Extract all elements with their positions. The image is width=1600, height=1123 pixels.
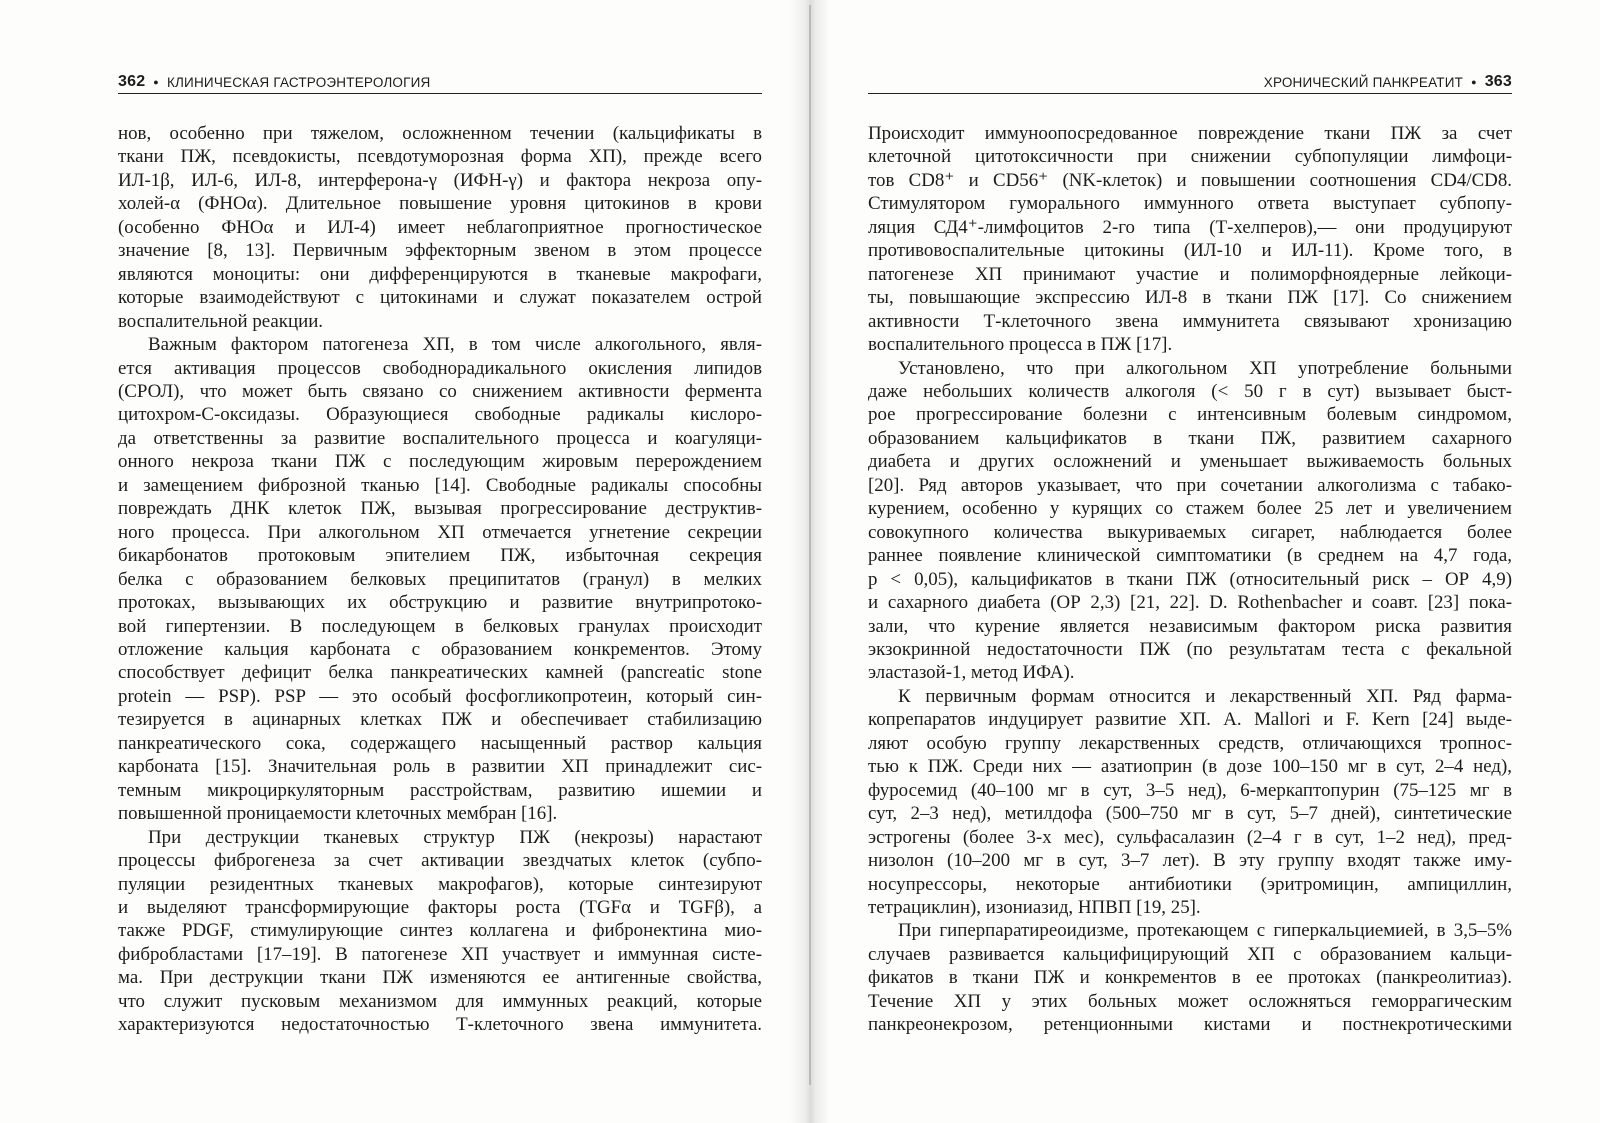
text-line: панкреонекрозом, ретенционными кистами и постнекротическими xyxy=(868,1014,1512,1036)
text-line: что служит пусковым механизмом для иммунных реакций, которые xyxy=(118,990,762,1012)
text-line: фибробластами [17–19]. В патогенезе ХП участвует и иммунная систе- xyxy=(118,943,762,965)
text-line: клеточной цитотоксичности при снижении субпопуляции лимфоци- xyxy=(868,146,1512,168)
right-running-title: ХРОНИЧЕСКИЙ ПАНКРЕАТИТ xyxy=(1263,74,1464,90)
text-line: фуросемид (40–100 мг в сут, 3–5 нед), 6-меркаптопурин (75–125 мг в xyxy=(868,779,1512,801)
right-page-body xyxy=(868,122,1512,1037)
text-line: и выделяют трансформирующие факторы роста (TGFα и TGFβ), а xyxy=(118,896,762,918)
text-line: тью к ПЖ. Среди них — азатиоприн (в дозе 100–150 мг в сут, 2–4 нед), xyxy=(868,756,1512,778)
text-line: онного некроза ткани ПЖ с последующим жировым перерождением xyxy=(118,451,762,473)
text-line: низолон (10–200 мг в сут, 3–7 лет). В эту группу входят также иму- xyxy=(868,850,1512,872)
text-line: ма. При деструкции ткани ПЖ изменяются ее антигенные свойства, xyxy=(118,967,762,989)
text-line: холей-α (ФНОα). Длительное повышение уровня цитокинов в крови xyxy=(118,193,762,215)
text-line: эластазой-1, метод ИФА). xyxy=(868,662,1075,684)
text-line: и замещением фиброзной тканью [14]. Свободные радикалы способны xyxy=(118,474,762,496)
text-line: ляют особую группу лекарственных средств, отличающихся тропнос- xyxy=(868,732,1512,754)
text-line: противовоспалительные цитокины (ИЛ-10 и ИЛ-11). Кроме того, в xyxy=(868,240,1512,262)
text-line: копрепаратов индуцирует развитие ХП. A. Mallori и F. Kern [24] выде- xyxy=(868,709,1512,731)
text-line: процессы фиброгенеза за счет активации звездчатых клеток (субпо- xyxy=(118,850,762,872)
text-line: При деструкции тканевых структур ПЖ (некрозы) нарастают xyxy=(148,826,762,848)
text-line: носупрессоры, некоторые антибиотики (эритромицин, ампициллин, xyxy=(868,873,1512,895)
text-line: рое прогрессирование болезни с интенсивным болевым синдромом, xyxy=(868,404,1512,426)
text-line: белка с образованием белковых преципитатов (гранул) в мелких xyxy=(118,568,762,590)
text-line: повышенной проницаемости клеточных мембран [16]. xyxy=(118,803,558,825)
text-line: Происходит иммуноопосредованное повреждение ткани ПЖ за счет xyxy=(868,123,1512,144)
text-line: раннее появление клинической симптоматики (в среднем на 4,7 года, xyxy=(868,545,1512,567)
text-line: да ответственны за развитие воспалительного процесса и коагуляци- xyxy=(118,427,762,449)
header-bullet-icon: ● xyxy=(153,77,159,87)
text-line: протоках, вызывающих их обструкцию и развитие внутрипротоко- xyxy=(118,592,762,614)
text-line: курением, особенно у курящих со стажем более 25 лет и увеличением xyxy=(868,498,1512,520)
text-line: также PDGF, стимулирующие синтез коллагена и фибронектина мио- xyxy=(118,920,762,942)
text-line: патогенезе ХП принимают участие и полиморфноядерные лейкоци- xyxy=(868,263,1512,285)
left-page-body xyxy=(118,122,762,1037)
text-line: бикарбонатов протоковым эпителием ПЖ, избыточная секреция xyxy=(118,545,762,567)
text-line: Установлено, что при алкогольном ХП употребление больными xyxy=(898,357,1512,379)
text-line: активности Т-клеточного звена иммунитета связывают хронизацию xyxy=(868,310,1512,332)
text-line: являются моноциты: они дифференцируются в тканевые макрофаги, xyxy=(118,263,762,285)
text-line: и сахарного диабета (ОР 2,3) [21, 22]. D. Rothenbacher и соавт. [23] пока- xyxy=(868,592,1512,614)
text-line: эстрогены (более 3-х мес), сульфасалазин (2–4 г в сут, 1–2 нед), пред- xyxy=(868,826,1512,848)
text-line: воспалительной реакции. xyxy=(118,310,324,332)
text-line: ется активация процессов свободнорадикального окисления липидов xyxy=(118,357,762,379)
text-line: protein — PSP). PSP — это особый фосфогликопротеин, который син- xyxy=(118,685,762,707)
text-line: совокупного количества выкуриваемых сигарет, наблюдается более xyxy=(868,521,1512,543)
text-line: Важным фактором патогенеза ХП, в том числе алкогольного, явля- xyxy=(148,334,762,356)
left-page-header xyxy=(118,71,762,94)
text-line: ты, повышающие экспрессию ИЛ-8 в ткани ПЖ [17]. Со снижением xyxy=(868,287,1512,309)
text-line: даже небольших количеств алкоголя (< 50 г в сут) вызывает быст- xyxy=(868,380,1512,402)
text-line: ного процесса. При алкогольном ХП отмечается угнетение секреции xyxy=(118,521,762,543)
text-line: сут, 2–3 нед), метилдофа (500–750 мг в сут, 5–7 дней), синтетические xyxy=(868,803,1512,825)
text-line: [20]. Ряд авторов указывает, что при сочетании алкоголизма с табако- xyxy=(868,474,1512,496)
right-page-number: 363 xyxy=(1484,73,1512,90)
text-line: значение [8, 13]. Первичным эффекторным звеном в этом процессе xyxy=(118,240,762,262)
text-line: экзокринной недостаточности ПЖ (по результатам теста с фекальной xyxy=(868,638,1512,660)
text-line: Течение ХП у этих больных может осложняться геморрагическим xyxy=(868,990,1512,1012)
text-line: тов CD8⁺ и CD56⁺ (NK-клеток) и повышении соотношения CD4/CD8. xyxy=(868,169,1512,191)
text-line: которые взаимодействуют с цитокинами и служат показателем острой xyxy=(118,287,762,309)
text-line: (особенно ФНОα и ИЛ-4) имеет неблагоприятное прогностическое xyxy=(118,216,762,238)
text-line: фикатов в ткани ПЖ и конкрементов в ее протоках (панкреолитиаз). xyxy=(868,967,1512,989)
text-line: цитохром-С-оксидазы. Образующиеся свободные радикалы кислоро- xyxy=(118,404,762,426)
text-line: ляция СД4⁺-лимфоцитов 2-го типа (Т-хелперов),— они продуцируют xyxy=(868,216,1512,238)
text-line: воспалительного процесса в ПЖ [17]. xyxy=(868,334,1173,356)
text-line: (СРОЛ), что может быть связано со снижением активности фермента xyxy=(118,380,762,402)
right-page-header xyxy=(868,71,1512,94)
left-page-number: 362 xyxy=(118,73,146,90)
text-line: ткани ПЖ, псевдокисты, псевдотуморозная форма ХП), прежде всего xyxy=(118,146,762,168)
header-bullet-icon: ● xyxy=(1471,77,1477,87)
left-running-title: КЛИНИЧЕСКАЯ ГАСТРОЭНТЕРОЛОГИЯ xyxy=(166,74,431,90)
text-line: р < 0,05), кальцификатов в ткани ПЖ (относительный риск – ОР 4,9) xyxy=(868,568,1512,590)
text-line: К первичным формам относится и лекарственный ХП. Ряд фарма- xyxy=(898,685,1512,707)
text-line: образованием кальцификатов в ткани ПЖ, развитием сахарного xyxy=(868,427,1512,449)
text-line: ИЛ-1β, ИЛ-6, ИЛ-8, интерферона-γ (ИФН-γ) и фактора некроза опу- xyxy=(118,169,762,191)
text-line: случаев развивается кальцифицирующий ХП с образованием кальци- xyxy=(868,943,1512,965)
text-line: панкреатического сока, содержащего насыщенный раствор кальция xyxy=(118,732,762,754)
text-line: темным микроциркуляторным расстройствам, развитию ишемии и xyxy=(118,779,762,801)
text-line: вой гипертензии. В последующем в белковых гранулах происходит xyxy=(118,615,762,637)
text-line: пуляции резидентных тканевых макрофагов), которые синтезируют xyxy=(118,873,762,895)
text-line: диабета и других осложнений и уменьшает выживаемость больных xyxy=(868,451,1512,473)
text-line: тезируется в ацинарных клетках ПЖ и обеспечивает стабилизацию xyxy=(118,709,762,731)
text-line: повреждать ДНК клеток ПЖ, вызывая прогрессирование деструктив- xyxy=(118,498,762,520)
text-line: нов, особенно при тяжелом, осложненном течении (кальцификаты в xyxy=(118,123,762,144)
text-line: способствует дефицит белка панкреатических камней (pancreatic stone xyxy=(118,662,762,684)
text-line: зали, что курение является независимым фактором риска развития xyxy=(868,615,1512,637)
text-line: Стимулятором гуморального иммунного ответа выступает субпопу- xyxy=(868,193,1512,215)
text-line: карбоната [15]. Значительная роль в развитии ХП принадлежит сис- xyxy=(118,756,762,778)
text-line: характеризуются недостаточностью Т-клеточного звена иммунитета. xyxy=(118,1014,762,1036)
text-line: тетрациклин), изониазид, НПВП [19, 25]. xyxy=(868,896,1201,918)
text-line: отложение кальция карбоната с образованием конкрементов. Этому xyxy=(118,638,762,660)
spine-fold-line xyxy=(809,5,811,1085)
text-line: При гиперпаратиреоидизме, протекающем с гиперкальциемией, в 3,5–5% xyxy=(898,920,1512,942)
